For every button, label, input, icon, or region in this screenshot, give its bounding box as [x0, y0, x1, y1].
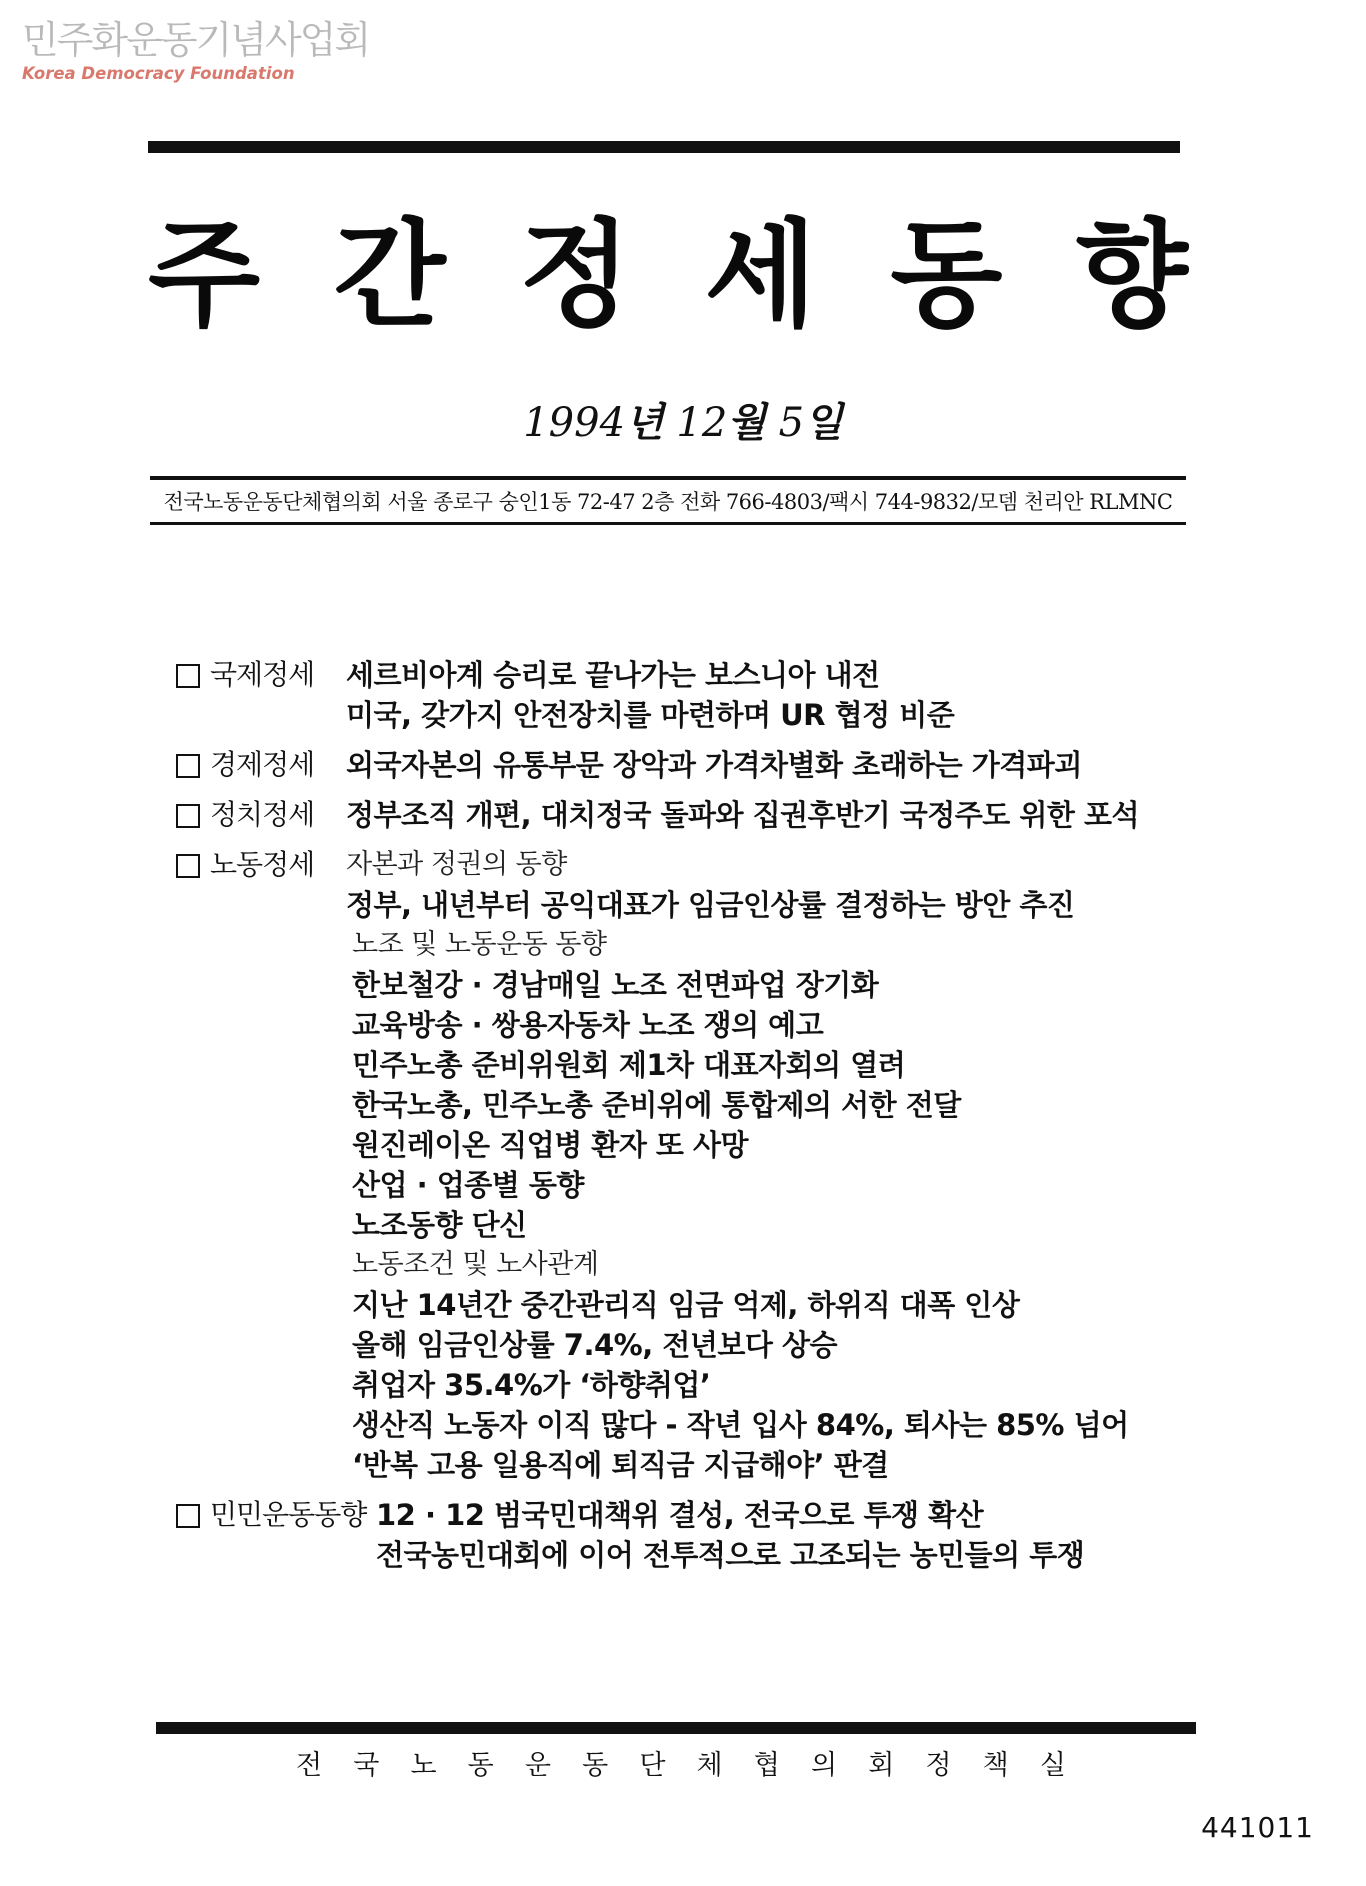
headline: 취업자 35.4%가 ‘하향취업’ [352, 1368, 711, 1402]
title-char: 정 [519, 208, 632, 343]
section-label: 국제정세 [210, 658, 315, 691]
table-of-contents [176, 655, 1206, 1585]
section-economy [176, 745, 1206, 785]
section-header [176, 795, 346, 835]
footer-char: 단 [639, 1750, 666, 1781]
section-politics [176, 795, 1206, 835]
issue-date [0, 398, 1366, 448]
title-char: 주 [148, 208, 261, 343]
section-label: 경제정세 [210, 748, 315, 781]
section-label: 민민운동동향 [210, 1498, 367, 1531]
section-header [176, 845, 346, 1485]
footer-char: 체 [696, 1750, 723, 1781]
footer-char: 정 [925, 1750, 952, 1781]
headline: 미국, 갖가지 안전장치를 마련하며 UR 협정 비준 [346, 698, 955, 732]
checkbox-square-icon [176, 804, 200, 828]
headline: 전국농민대회에 이어 전투적으로 고조되는 농민들의 투쟁 [376, 1538, 1085, 1572]
footer-char: 국 [353, 1750, 380, 1781]
footer-publisher [160, 1748, 1200, 1784]
subheading: 노동조건 및 노사관계 [352, 1249, 599, 1280]
section-label: 노동정세 [210, 848, 315, 881]
headline: ‘반복 고용 일용직에 퇴직금 지급해야’ 판결 [352, 1448, 889, 1482]
subheading: 노조 및 노동운동 동향 [352, 929, 607, 960]
footer-char: 협 [753, 1750, 780, 1781]
bottom-rule [156, 1722, 1196, 1734]
publisher-address: 전국노동운동단체협의회 서울 종로구 숭인1동 72-47 2층 전화 766-4803/팩시 744-9832/모뎀 천리안 RLMNC [163, 490, 1173, 514]
section-label: 정치정세 [210, 798, 315, 831]
headline: 12 · 12 범국민대책위 결성, 전국으로 투쟁 확산 [376, 1498, 984, 1532]
checkbox-square-icon [176, 664, 200, 688]
watermark-korean: 민주화운동기념사업회 [22, 18, 370, 62]
headline: 산업 · 업종별 동향 [352, 1168, 584, 1202]
section-labor [176, 845, 1206, 1485]
document-number: 441011 [1201, 1811, 1314, 1844]
section-lines [376, 1495, 1206, 1575]
section-header [176, 745, 346, 785]
section-header [176, 655, 346, 735]
section-lines [346, 745, 1206, 785]
headline: 생산직 노동자 이직 많다 - 작년 입사 84%, 퇴사는 85% 넘어 [352, 1408, 1129, 1442]
headline: 노조동향 단신 [352, 1208, 527, 1242]
footer-char: 운 [524, 1750, 551, 1781]
headline: 원진레이온 직업병 환자 또 사망 [352, 1128, 749, 1162]
headline: 올해 임금인상률 7.4%, 전년보다 상승 [352, 1328, 838, 1362]
footer-char: 동 [467, 1750, 494, 1781]
date-month: 12 [676, 400, 728, 446]
address-rule-top [150, 476, 1186, 480]
footer-char: 동 [582, 1750, 609, 1781]
headline: 정부, 내년부터 공익대표가 임금인상률 결정하는 방안 추진 [346, 888, 1075, 922]
footer-char: 책 [982, 1750, 1009, 1781]
checkbox-square-icon [176, 1504, 200, 1528]
date-day-unit: 일 [804, 400, 843, 446]
date-year: 1994 [523, 400, 626, 446]
checkbox-square-icon [176, 754, 200, 778]
headline: 민주노총 준비위원회 제1차 대표자회의 열려 [352, 1048, 906, 1082]
section-lines [346, 655, 1206, 735]
date-month-unit: 월 [727, 400, 766, 446]
page-title [148, 206, 1188, 346]
section-civil-movement [176, 1495, 1206, 1575]
foundation-watermark [22, 18, 369, 84]
headline: 정부조직 개편, 대치정국 돌파와 집권후반기 국정주도 위한 포석 [346, 798, 1140, 832]
section-lines [346, 845, 1206, 1485]
footer-char: 노 [410, 1750, 437, 1781]
section-international [176, 655, 1206, 735]
headline: 세르비아계 승리로 끝나가는 보스니아 내전 [346, 658, 880, 692]
section-header [176, 1495, 376, 1575]
headline: 외국자본의 유통부문 장악과 가격차별화 초래하는 가격파괴 [346, 748, 1082, 782]
headline: 한보철강 · 경남매일 노조 전면파업 장기화 [352, 968, 879, 1002]
section-lines [346, 795, 1206, 835]
headline: 교육방송 · 쌍용자동차 노조 쟁의 예고 [352, 1008, 824, 1042]
watermark-english: Korea Democracy Foundation [22, 64, 295, 83]
headline: 한국노총, 민주노총 준비위에 통합제의 서한 전달 [352, 1088, 961, 1122]
subheading: 자본과 정권의 동향 [346, 849, 567, 880]
footer-char: 의 [810, 1750, 838, 1781]
footer-char: 실 [1039, 1750, 1066, 1781]
title-char: 세 [704, 208, 817, 343]
date-year-unit: 년 [625, 400, 664, 446]
footer-char: 전 [296, 1750, 323, 1781]
checkbox-square-icon [176, 854, 200, 878]
address-rule-bottom [150, 522, 1186, 525]
date-day: 5 [778, 400, 805, 446]
top-rule [148, 141, 1180, 153]
title-char: 동 [890, 208, 1003, 343]
footer-char: 회 [868, 1750, 895, 1781]
title-char: 간 [333, 208, 446, 343]
title-char: 향 [1075, 208, 1188, 343]
headline: 지난 14년간 중간관리직 임금 억제, 하위직 대폭 인상 [352, 1288, 1020, 1322]
